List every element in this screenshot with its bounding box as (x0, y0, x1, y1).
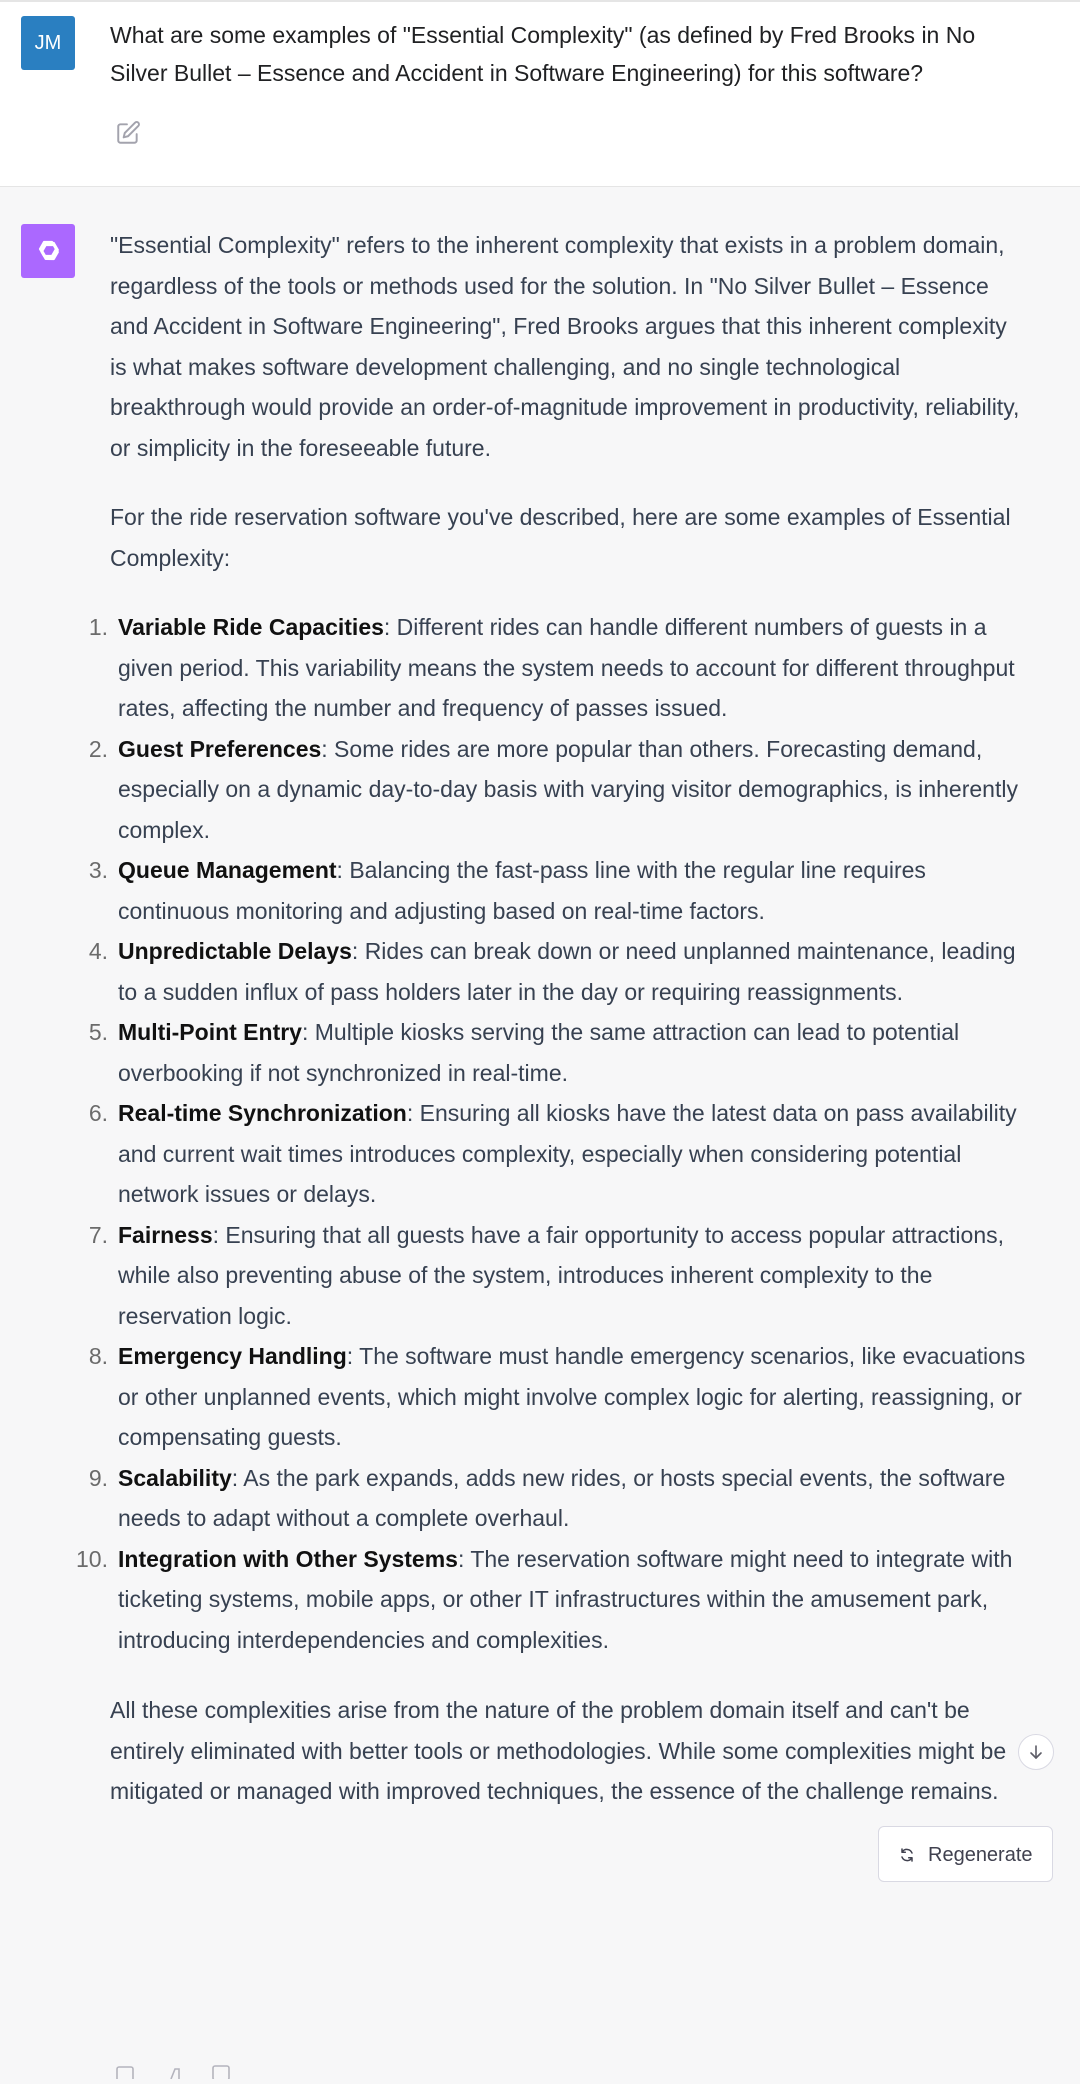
list-item-title: Multi-Point Entry (118, 1019, 302, 1045)
list-item-text: : Balancing the fast-pass line with the regular line requires continuous monitoring and adjusting based on real-time factors. (118, 857, 926, 924)
list-item-title: Variable Ride Capacities (118, 614, 384, 640)
list-item (88, 1215, 1028, 1337)
intro-paragraph: "Essential Complexity" refers to the inherent complexity that exists in a problem domain, regardless of the tools or methods used for the solution. In "No Silver Bullet – Essence and Accident in Software Engineering", Fred Brooks argues that this inherent complexity is what makes software development challenging, and no single technological breakthrough would provide an order-of-magnitude improvement in productivity, reliability, or simplicity in the foreseeable future. (110, 232, 1020, 461)
openai-logo-icon (32, 235, 64, 267)
scroll-to-bottom-button[interactable] (1018, 1734, 1054, 1770)
assistant-message (0, 187, 1080, 1892)
list-item-title: Integration with Other Systems (118, 1545, 458, 1572)
list-item (88, 729, 1028, 851)
list-number: 10. (76, 1545, 108, 1572)
closing-paragraph: All these complexities arise from the nature of the problem domain itself and can't be entirely eliminated with better tools or methodologies. While some complexities might be mitigated or managed with improved techniques, the essence of the challenge remains. (110, 1697, 1007, 1804)
assistant-message-body (76, 225, 1028, 1812)
refresh-icon (899, 1847, 915, 1863)
list-number: 7. (88, 1221, 108, 1248)
assistant-avatar (21, 224, 75, 278)
thumbs-up-icon[interactable] (171, 2069, 179, 2079)
list-number: 1. (88, 614, 108, 640)
thumbs-down-icon[interactable] (213, 2066, 229, 2079)
list-number: 9. (88, 1464, 108, 1491)
list-item-text: : Different rides can handle different numbers of guests in a given period. This variability means the system needs to account for different throughput rates, affecting the number and frequency of passes issued. (118, 614, 1015, 721)
list-item-text: : The reservation software might need to integrate with ticketing systems, mobile apps, or other IT infrastructures within the amusement park, introducing interdependencies and complexities. (118, 1545, 1013, 1653)
regenerate-label: Regenerate (928, 1844, 1033, 1866)
list-item (88, 931, 1028, 1012)
list-item (88, 607, 1028, 729)
arrow-down-icon (1028, 1744, 1044, 1760)
list-item-title: Scalability (118, 1464, 232, 1491)
list-item (76, 1539, 1028, 1661)
list-number: 4. (88, 938, 108, 964)
list-item-title: Guest Preferences (118, 735, 322, 762)
list-item-text: : Ensuring all kiosks have the latest data on pass availability and current wait times introduces complexity, especially when considering potential network issues or delays. (118, 1100, 1017, 1207)
list-number: 6. (88, 1100, 108, 1126)
list-item-text: : Multiple kiosks serving the same attraction can lead to potential overbooking if not synchronized in real-time. (118, 1019, 960, 1086)
user-message-text: What are some examples of "Essential Complexity" (as defined by Fred Brooks in No Silver Bullet – Essence and Accident in Software Engineering) for this software? (110, 22, 976, 86)
list-item-text: : The software must handle emergency scenarios, like evacuations or other unplanned events, which might involve complex logic for alerting, reassigning, or compensating guests. (118, 1343, 1026, 1450)
list-item (88, 1458, 1028, 1539)
list-item-title: Real-time Synchronization (118, 1100, 407, 1126)
list-item-title: Fairness (118, 1221, 213, 1248)
message-actions (115, 2065, 255, 2079)
list-item-text: : Some rides are more popular than others. Forecasting demand, especially on a dynamic day-to-day basis with varying visitor demographics, is inherently complex. (118, 735, 1018, 843)
copy-icon[interactable] (117, 2067, 133, 2079)
lead-in-paragraph: For the ride reservation software you've described, here are some examples of Essential Complexity: (110, 504, 1011, 571)
regenerate-button[interactable] (878, 1826, 1053, 1882)
list-number: 5. (88, 1019, 108, 1045)
user-message (0, 2, 1080, 187)
user-avatar: JM (21, 16, 75, 70)
list-number: 2. (88, 735, 108, 762)
list-item-text: : Rides can break down or need unplanned maintenance, leading to a sudden influx of pass holders later in the day or requiring reassignments. (118, 938, 1016, 1005)
list-number: 3. (88, 857, 108, 883)
list-item-text: : As the park expands, adds new rides, or hosts special events, the software needs to adapt without a complete overhaul. (118, 1464, 1006, 1531)
list-item (88, 1012, 1028, 1093)
complexity-list (76, 607, 1028, 1660)
edit-icon[interactable] (115, 120, 141, 146)
list-item-title: Emergency Handling (118, 1343, 347, 1369)
list-item-title: Unpredictable Delays (118, 938, 352, 964)
list-item (88, 1336, 1028, 1458)
list-number: 8. (88, 1343, 108, 1369)
list-item (88, 850, 1028, 931)
list-item-title: Queue Management (118, 857, 337, 883)
list-item (88, 1093, 1028, 1215)
list-item-text: : Ensuring that all guests have a fair opportunity to access popular attractions, while also preventing abuse of the system, introduces inherent complexity to the reservation logic. (118, 1221, 1004, 1329)
